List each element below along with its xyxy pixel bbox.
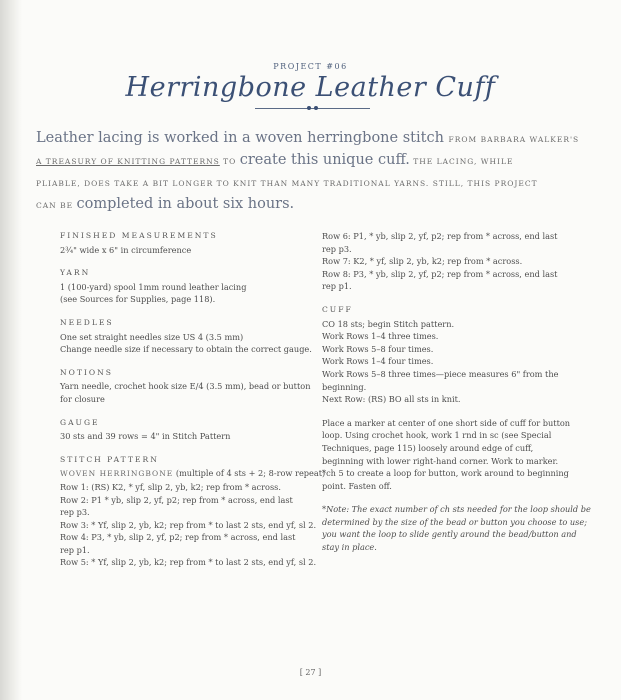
text-line: Row 5: * Yf, slip 2, yb, k2; rep from * to last 2 sts, end yf, sl 2. [60, 557, 317, 568]
text-line: Change needle size if necessary to obtain the correct gauge. [60, 344, 312, 355]
text-line: Row 6: P1, * yb, slip 2, yf, p2; rep from * across, end last [322, 231, 558, 241]
text-line: Techniques, page 115) loosely around edge of cuff, [322, 442, 534, 453]
text-line: rep p1. [322, 281, 352, 292]
text-line: *ch 5 to create a loop for button, work around to beginning [322, 468, 569, 479]
text-line: One set straight needles size US 4 (3.5 mm) [60, 331, 244, 342]
intro-smallcaps: THE LACING, WHILE [409, 157, 514, 166]
section-finished-measurements [60, 230, 310, 256]
text-line: beginning with lower right-hand corner. Work to marker. [322, 455, 559, 466]
text-line: Next Row: (RS) BO all sts in knit. [322, 394, 461, 405]
section-notions [60, 367, 310, 406]
text-line: CO 18 sts; begin Stitch pattern. [322, 318, 455, 329]
section-heading: STITCH PATTERN [60, 454, 159, 464]
intro-text: create this unique cuff. [239, 152, 410, 168]
finishing-instructions [322, 417, 592, 493]
section-stitch-pattern [60, 454, 326, 569]
stitch-rows-continued [322, 230, 592, 293]
intro-smallcaps: FROM BARBARA WALKER'S [448, 135, 580, 144]
pattern-name [60, 467, 326, 481]
intro-smallcaps: CAN BE [36, 201, 77, 210]
section-gauge [60, 417, 310, 443]
text-line: rep p3. [60, 507, 90, 518]
text-line: rep p3. [322, 243, 352, 254]
section-heading: GAUGE [60, 417, 100, 427]
text-line: Work Rows 1–4 three times. [322, 331, 439, 342]
text-line: Row 8: P3, * yb, slip 2, yf, p2; rep from * across, end last [322, 268, 558, 279]
section-cuff [322, 304, 592, 406]
section-heading: FINISHED MEASUREMENTS [60, 231, 218, 240]
pattern-multiple: (multiple of 4 sts + 2; 8-row repeat) [173, 468, 326, 479]
text-line: rep p1. [60, 544, 90, 555]
project-number: PROJECT #06 [273, 62, 348, 71]
text-line: stay in place. [322, 542, 377, 553]
text-line: for closure [60, 393, 105, 404]
note [322, 503, 592, 553]
text-line: Row 2: P1 * yb, slip 2, yf, p2; rep from * across, end last [60, 494, 293, 505]
intro-paragraph [36, 128, 586, 216]
section-needles [60, 317, 310, 356]
text-line: determined by the size of the bead or button you choose to use; [322, 516, 587, 527]
text-line: Work Rows 1–4 four times. [322, 356, 434, 367]
section-heading: NEEDLES [60, 317, 114, 327]
text-line: beginning. [322, 381, 367, 392]
text-line: (see Sources for Supplies, page 118). [60, 294, 216, 305]
text-line: point. Fasten off. [322, 480, 392, 491]
text-line: Place a marker at center of one short side of cuff for button [322, 417, 571, 428]
pattern-title: WOVEN HERRINGBONE [60, 469, 174, 479]
intro-text: Leather lacing is worked in a woven herringbone stitch [36, 130, 449, 146]
text-line: 2¾" wide x 6" in circumference [60, 244, 192, 255]
intro-smallcaps: TO [219, 157, 240, 166]
right-column [322, 230, 592, 565]
book-gutter-shadow [0, 0, 22, 700]
page-title: Herringbone Leather Cuff [125, 72, 496, 103]
text-line: 1 (100-yard) spool 1mm round leather lacing [60, 281, 247, 292]
text-line: loop. Using crochet hook, work 1 rnd in sc (see Special [322, 430, 552, 441]
text-line: Row 7: K2, * yf, slip 2, yb, k2; rep from * across. [322, 256, 523, 267]
section-heading: CUFF [322, 304, 353, 314]
text-line: Row 3: * Yf, slip 2, yb, k2; rep from * to last 2 sts, end yf, sl 2. [60, 519, 317, 530]
text-line: *Note: The exact number of ch sts needed for the loop should be [322, 504, 591, 515]
text-line: 30 sts and 39 rows = 4" in Stitch Pattern [60, 431, 231, 442]
section-yarn [60, 267, 310, 306]
text-line: Work Rows 5–8 four times. [322, 343, 434, 354]
section-heading: YARN [60, 268, 91, 278]
text-line: Work Rows 5–8 three times—piece measures 6" from the [322, 368, 559, 379]
page-number: [ 27 ] [299, 668, 322, 677]
title-ornament [255, 108, 370, 109]
book-title: A TREASURY OF KNITTING PATTERNS [36, 157, 220, 166]
section-heading: NOTIONS [60, 367, 114, 377]
intro-text: completed in about six hours. [76, 196, 295, 212]
text-line: Row 1: (RS) K2, * yf, slip 2, yb, k2; rep from * across. [60, 481, 281, 492]
intro-smallcaps: PLIABLE, DOES TAKE A BIT LONGER TO KNIT THAN MANY TRADITIONAL YARNS. STILL, THIS PROJECT [36, 179, 538, 188]
text-line: Row 4: P3, * yb, slip 2, yf, p2; rep from * across, end last [60, 532, 296, 543]
text-line: Yarn needle, crochet hook size E/4 (3.5 mm), bead or button [60, 381, 311, 392]
text-line: you want the loop to slide gently around the bead/button and [322, 529, 577, 540]
left-column [60, 230, 326, 580]
